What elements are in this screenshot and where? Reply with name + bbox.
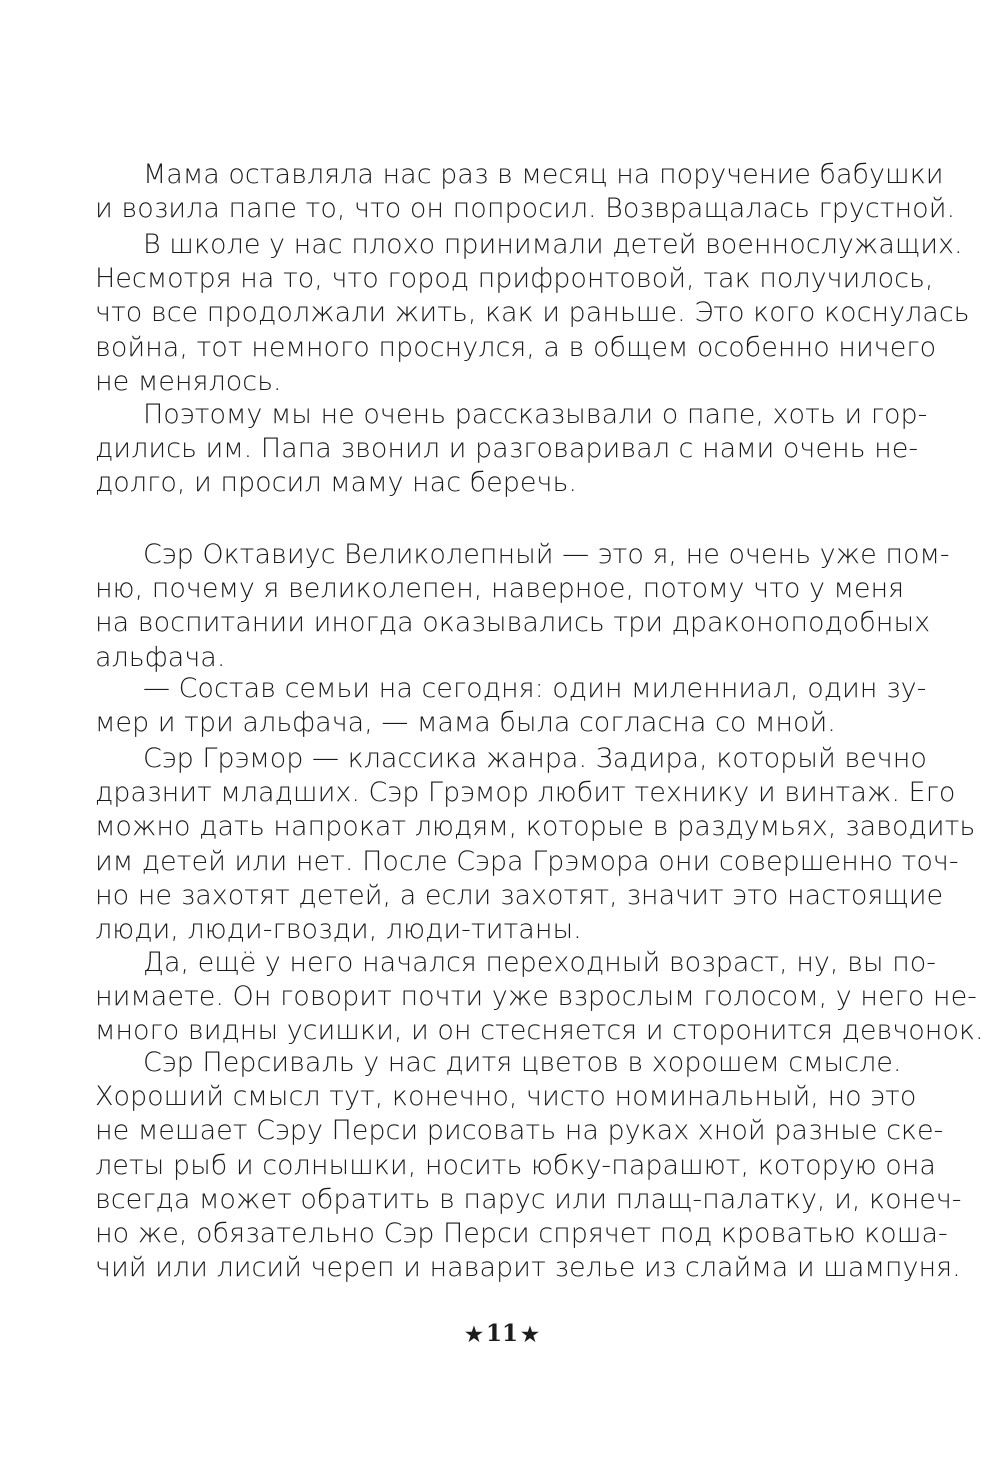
text-line: но не захотят детей, а если захотят, значит это настоящие [95,879,944,911]
text-line: не мешает Сэру Перси рисовать на руках хной разные ске- [95,1115,944,1147]
text-line: Сэр Персиваль у нас дитя цветов в хорошем смысле. [143,1047,902,1078]
text-line: Да, ещё у него начался переходный возраст, ну, вы по- [143,947,937,978]
text-line: на воспитании иногда оказывались три драконоподобных [95,607,931,639]
text-line: Хороший смысл тут, конечно, чисто номинальный, но это [95,1081,917,1113]
text-line: мер и три альфача, — мама была согласна со мной. [95,707,836,739]
text-line: что все продолжали жить, как и раньше. Это кого коснулась [95,297,970,329]
text-line: много видны усишки, и он стесняется и сторонится девчонок. [95,1015,984,1047]
text-line: не менялось. [95,365,282,397]
text-line: ню, почему я великолепен, наверное, потому что у меня [95,573,905,605]
text-line: альфача. [95,641,226,673]
text-line: можно дать напрокат людям, которые в раздумьях, заводить [95,811,976,843]
text-line: всегда может обратить в парус или плащ-палатку, и, конеч- [95,1183,962,1215]
text-line: Несмотря на то, что город прифронтовой, так получилось, [95,263,934,295]
page-number: 11 [485,1320,518,1347]
text-line: нимаете. Он говорит почти уже взрослым голосом, у него не- [95,981,977,1013]
text-line: дразнит младших. Сэр Грэмор любит технику и винтаж. Его [95,777,956,809]
text-line: долго, и просил маму нас беречь. [95,467,577,499]
text-line: Сэр Грэмор — классика жанра. Задира, который вечно [143,743,927,774]
page-folio [0,1320,1004,1347]
text-line: Сэр Октавиус Великолепный — это я, не очень уже пом- [143,539,950,570]
star-icon: ★ [465,1322,483,1346]
text-line: Поэтому мы не очень рассказывали о папе, хоть и гор- [143,399,928,430]
text-line: В школе у нас плохо принимали детей военнослужащих. [143,229,963,260]
star-icon: ★ [521,1322,539,1346]
text-line: леты рыб и солнышки, носить юбку-парашют, которую она [95,1149,936,1181]
text-line: война, тот немного проснулся, а в общем особенно ничего [95,331,937,363]
text-line: чий или лисий череп и наварит зелье из слайма и шампуня. [95,1252,961,1284]
text-line: им детей или нет. После Сэра Грэмора они совершенно точ- [95,845,959,877]
text-line: Мама оставляла нас раз в месяц на поручение бабушки [143,159,944,190]
text-line: — Состав семьи на сегодня: один миленниал, один зу- [143,673,927,704]
text-line: люди, люди-гвозди, люди-титаны. [95,914,582,945]
text-line: но же, обязательно Сэр Перси спрячет под кроватью коша- [95,1218,948,1249]
text-line: дились им. Папа звонил и разговаривал с нами очень не- [95,433,919,465]
text-line: и возила папе то, что он попросил. Возвращалась грустной. [95,193,956,225]
